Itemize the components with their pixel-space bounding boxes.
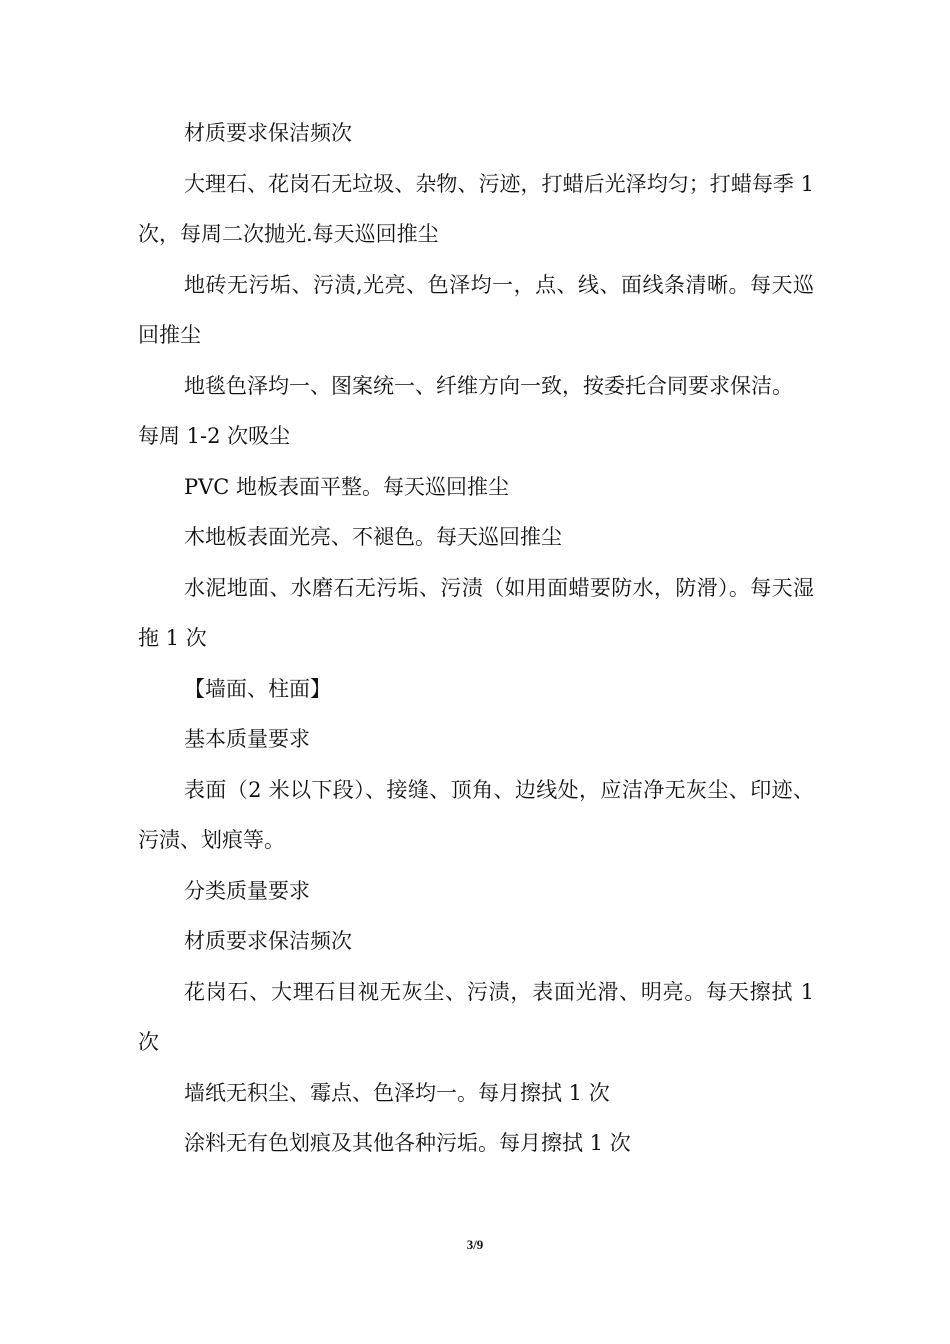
- paragraph: 墙纸无积尘、霉点、色泽均一。每月擦拭 1 次: [184, 1080, 610, 1105]
- paragraph: 地毯色泽均一、图案统一、纤维方向一致，按委托合同要求保洁。: [184, 373, 793, 398]
- paragraph: 大理石、花岗石无垃圾、杂物、污迹，打蜡后光泽均匀；打蜡每季 1 次，每周二次抛光.每天巡回推尘: [138, 171, 814, 246]
- paragraph: 分类质量要求: [184, 878, 310, 903]
- paragraph: 木地板表面光亮、不褪色。每天巡回推尘: [184, 525, 562, 549]
- paragraph: 材质要求保洁频次: [184, 121, 352, 145]
- paragraph: 基本质量要求: [184, 727, 310, 751]
- document-body: [138, 108, 814, 1169]
- section-heading: 【墙面、柱面】: [184, 676, 331, 701]
- paragraph: PVC 地板表面平整。每天巡回推尘: [184, 474, 510, 499]
- paragraph: 每周 1-2 次吸尘: [138, 424, 291, 448]
- paragraph: 涂料无有色划痕及其他各种污垢。每月擦拭 1 次: [184, 1131, 631, 1155]
- page-number: 3/9: [466, 1237, 484, 1252]
- paragraph: 表面（2 米以下段）、接缝、顶角、边线处，应洁净无灰尘、印迹、污渍、划痕等。: [138, 777, 814, 852]
- paragraph: 地砖无污垢、污渍,光亮、色泽均一，点、线、面线条清晰。每天巡回推尘: [138, 272, 814, 347]
- paragraph: 水泥地面、水磨石无污垢、污渍（如用面蜡要防水，防滑）。每天湿拖 1 次: [138, 575, 814, 650]
- paragraph: 花岗石、大理石目视无灰尘、污渍，表面光滑、明亮。每天擦拭 1 次: [138, 979, 814, 1054]
- paragraph: 材质要求保洁频次: [184, 929, 352, 953]
